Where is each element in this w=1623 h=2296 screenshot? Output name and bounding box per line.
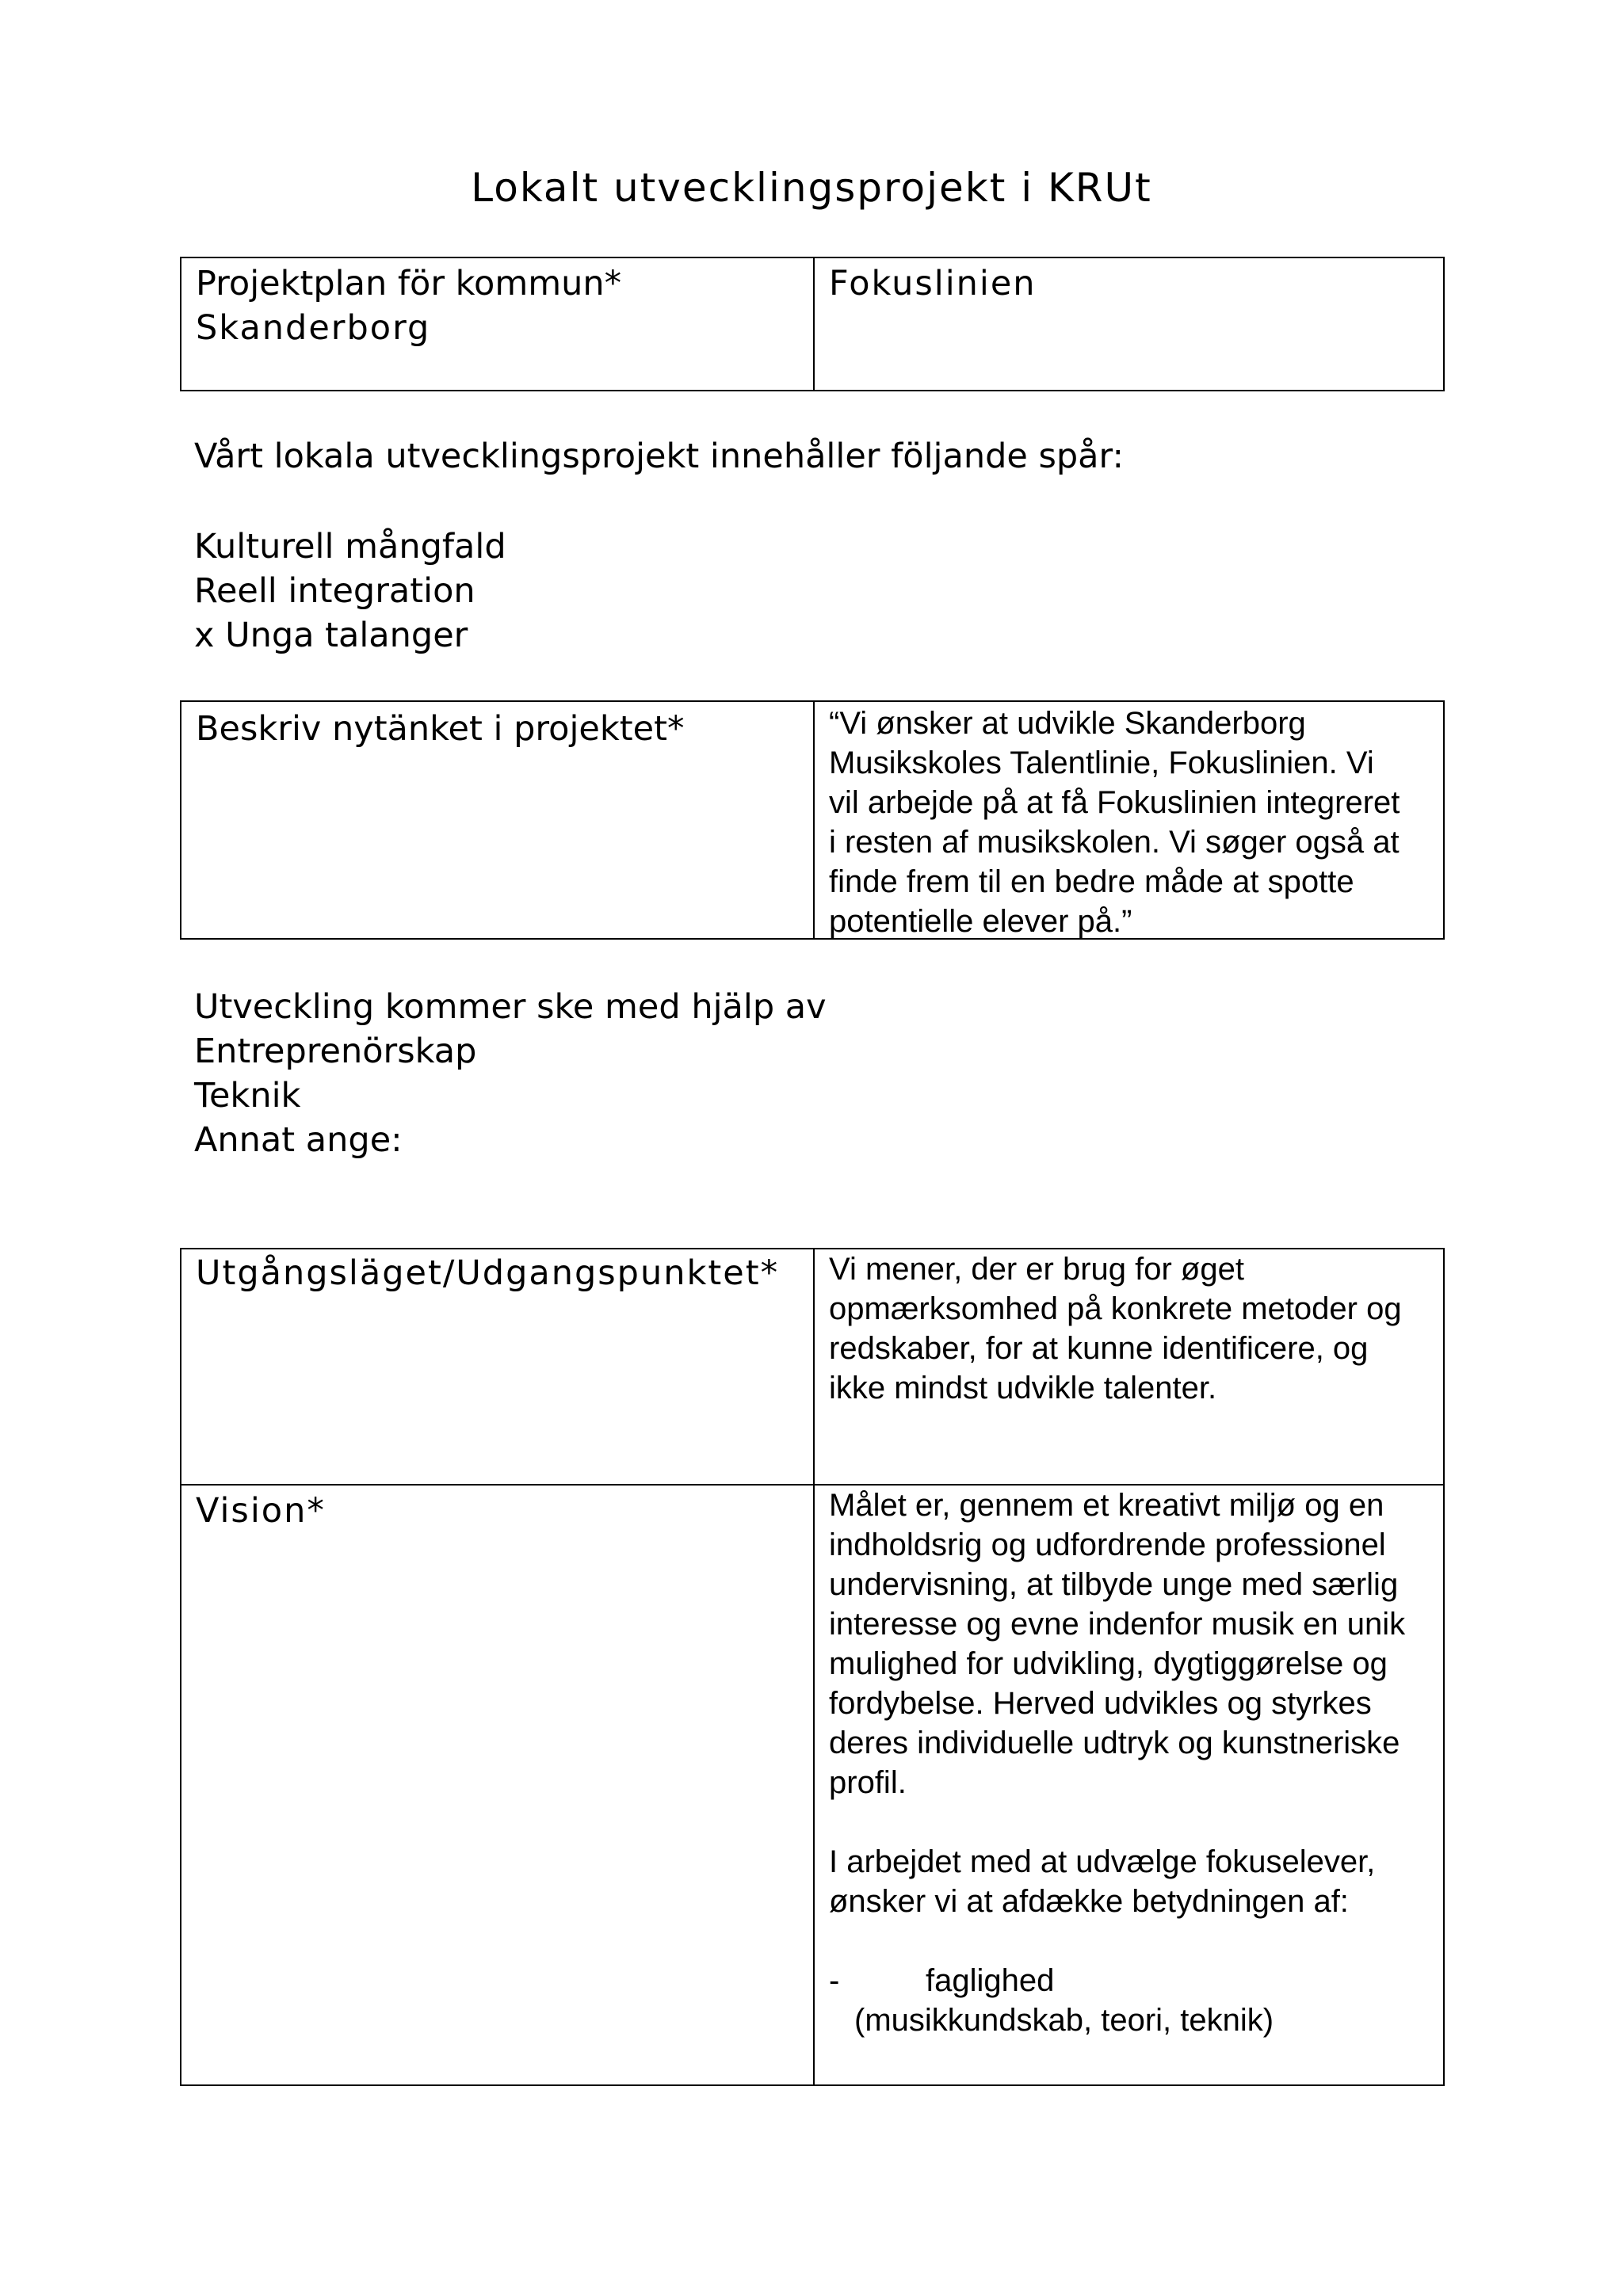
track-item: Reell integration [194,571,475,611]
column-divider [813,258,815,390]
text-line: undervisning, at tilbyde unge med særlig [829,1567,1399,1602]
vision-label: Vision* [196,1491,326,1531]
blank-line [829,1802,1439,1842]
starting-point-label: Utgångsläget/Udgangspunktet* [196,1253,780,1293]
text-line: mulighed for udvikling, dygtiggørelse og [829,1646,1388,1681]
blank-line [829,1921,1439,1961]
text-line: finde frem til en bedre måde at spotte [829,864,1354,899]
development-item: Entreprenörskap [194,1032,477,1071]
text-line: Målet er, gennem et kreativt miljø og en [829,1488,1384,1523]
text-line: vil arbejde på at få Fokuslinien integreret [829,785,1400,820]
newthinking-table [180,700,1445,940]
text-line: fordybelse. Herved udvikles og styrkes [829,1686,1372,1721]
tracks-intro: Vårt lokala utvecklingsprojekt innehåller följande spår: [194,437,1124,476]
page-title: Lokalt utvecklingsprojekt i KRUt [471,165,1152,211]
newthinking-label: Beskriv nytänket i projektet* [196,709,685,749]
project-name: Fokuslinien [829,264,1037,303]
vision-text [829,1486,1439,2040]
text-line: interesse og evne indenfor musik en unik [829,1607,1406,1642]
text-line: indholdsrig og udfordrende professionel [829,1527,1386,1562]
track-item: x Unga talanger [194,616,468,655]
kommun-name: Skanderborg [196,308,431,348]
starting-vision-table [180,1248,1445,2086]
text-line: i resten af musikskolen. Vi søger også at [829,825,1400,860]
text-line: ønsker vi at afdække betydningen af: [829,1884,1349,1919]
text-line: potentielle elever på.” [829,904,1132,939]
text-line: “Vi ønsker at udvikle Skanderborg [829,706,1306,741]
development-item: Teknik [194,1076,301,1116]
development-item: Annat ange: [194,1120,403,1160]
column-divider [813,702,815,938]
bullet-dash: - [829,1963,840,1998]
development-section [194,985,827,1162]
bullet-item [829,1961,1439,2000]
bullet-subtext: (musikkundskab, teori, teknik) [854,2003,1274,2038]
tracks-list [194,524,506,658]
project-plan-table [180,257,1445,391]
starting-point-text [829,1249,1439,1408]
bullet-text: faglighed [926,1963,1055,1998]
text-line: I arbejdet med at udvælge fokuselever, [829,1844,1376,1879]
text-line: profil. [829,1765,907,1800]
plan-label [196,261,621,350]
text-line: Vi mener, der er brug for øget [829,1252,1244,1287]
column-divider [813,1249,815,2084]
text-line: ikke mindst udvikle talenter. [829,1371,1217,1405]
track-item: Kulturell mångfald [194,527,506,566]
text-line: redskaber, for at kunne identificere, og [829,1331,1369,1366]
plan-label-text: Projektplan för kommun* [196,264,622,303]
text-line: opmærksomhed på konkrete metoder og [829,1291,1402,1326]
text-line: deres individuelle udtryk og kunstneriske [829,1726,1400,1760]
newthinking-text [829,704,1439,941]
text-line: Musikskoles Talentlinie, Fokuslinien. Vi [829,746,1374,780]
development-intro: Utveckling kommer ske med hjälp av [194,987,827,1027]
